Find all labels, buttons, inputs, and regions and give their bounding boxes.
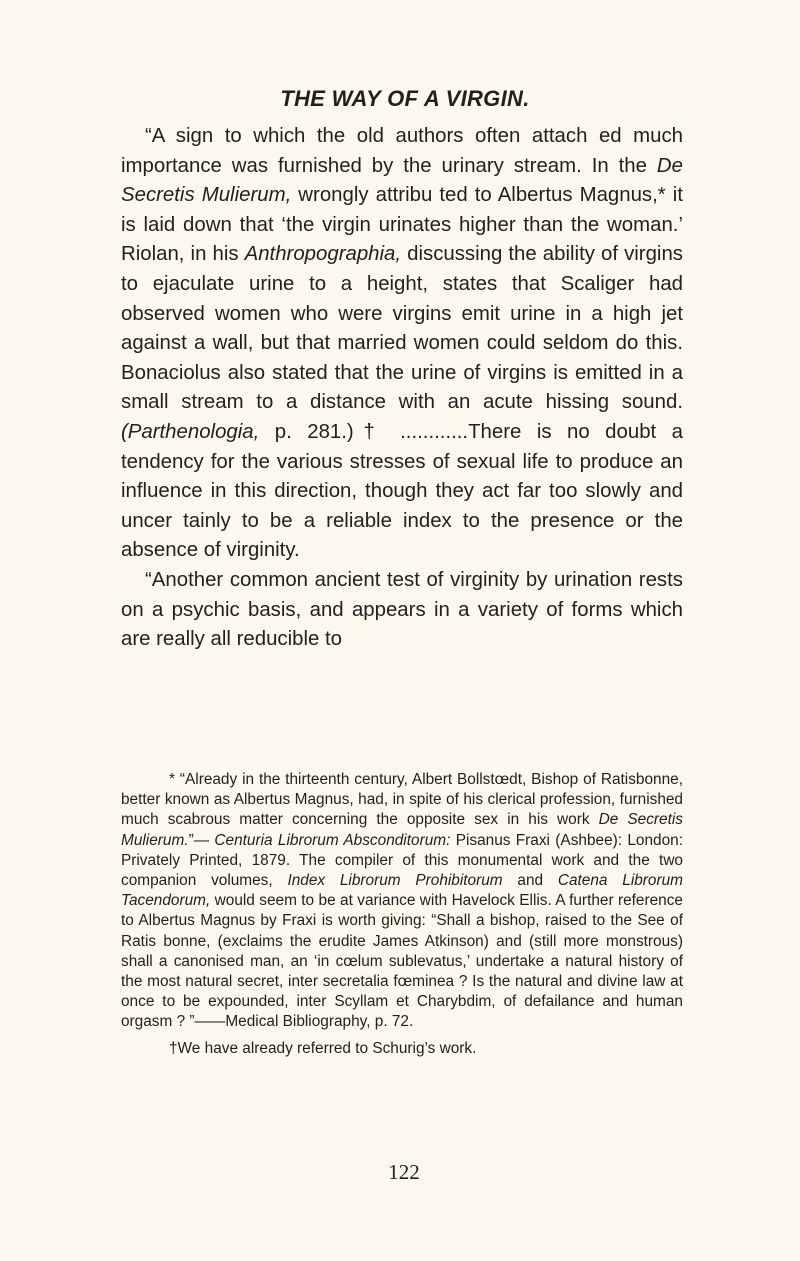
paragraph-urinary-stream: [121, 122, 683, 566]
text-run: and: [502, 872, 558, 890]
footnote-dagger: †We have already referred to Schurig’s work.: [169, 1039, 477, 1057]
text-run: ”—: [188, 831, 215, 849]
footnotes: [121, 770, 683, 1059]
book-title: Index Librorum Prohibitorum: [287, 872, 503, 890]
text-run: * “Already in the thirteenth century, Albert Bollstœdt, Bishop of Ratisbonne, better known as Albertus Magnus, had, in spite of his clerical profession, furnished much scabrous matter concerning the opposite sex in his work: [121, 771, 683, 829]
text-run: p. 281.)† ............There is no doubt a tendency for the various stresses of sexual life to produce an influence in this direction, though they act far too slowly and uncer tainly to be a reliable index to the presence or the absence of virginity.: [121, 420, 683, 562]
main-text: [121, 122, 683, 655]
text-run: “A sign to which the old authors often attach ed much importance was furnished by the urinary stream. In the: [121, 125, 683, 177]
text-run: Pisanus Fraxi (Ashbee): London: Privately Printed, 1879. The compiler of this monumental work and the two companion volumes,: [121, 831, 683, 890]
running-head: THE WAY OF A VIRGIN.: [280, 86, 530, 111]
text-run: wrongly attribu ted to Albertus Magnus,* it is laid down that ‘the virgin urinates higher than the woman.’ Riolan, in his: [121, 184, 683, 266]
book-title: Centuria Librorum Absconditorum:: [214, 831, 451, 849]
book-title: Anthropographia,: [244, 243, 402, 266]
book-title: De Secretis Mulierum,: [121, 154, 683, 207]
book-title: Catena Librorum Tacendorum,: [121, 872, 683, 910]
book-title: De Secretis Mulierum.: [121, 811, 684, 849]
paragraph-psychic-test: “Another common ancient test of virginity by urination rests on a psychic basis, and appears in a variety of forms which are really all reducible to: [121, 568, 683, 651]
book-title: (Parthenologia,: [121, 420, 260, 443]
text-run: would seem to be at variance with Havelock Ellis. A further reference to Albertus Magnus by Fraxi is worth giving: “Shall a bishop, raised to the See of Ratis bonne, (exclaims the erudite James Atkinson) and (still more monstrous) shall a canonised man, an ‘in cœlum sublevatus,’ undertake a natural history of the most natural secret, inter secretalia fœminea ? Is the natural and divine law at once to be expounded, inter Scyllam et Charybdim, of defailance and human orgasm ? ”——Medical Bibliography, p. 72.: [121, 892, 683, 1031]
text-run: discussing the ability of virgins to ejaculate urine to a height, states that Scaliger had observed women who were virgins emit urine in a high jet against a wall, but that married women could seldom do this. Bonaciolus also stated that the urine of virgins is emitted in a small stream to a distance with an acute hissing sound.: [121, 243, 683, 414]
page-number: 122: [388, 1160, 420, 1184]
footnote-star: [121, 770, 683, 1033]
